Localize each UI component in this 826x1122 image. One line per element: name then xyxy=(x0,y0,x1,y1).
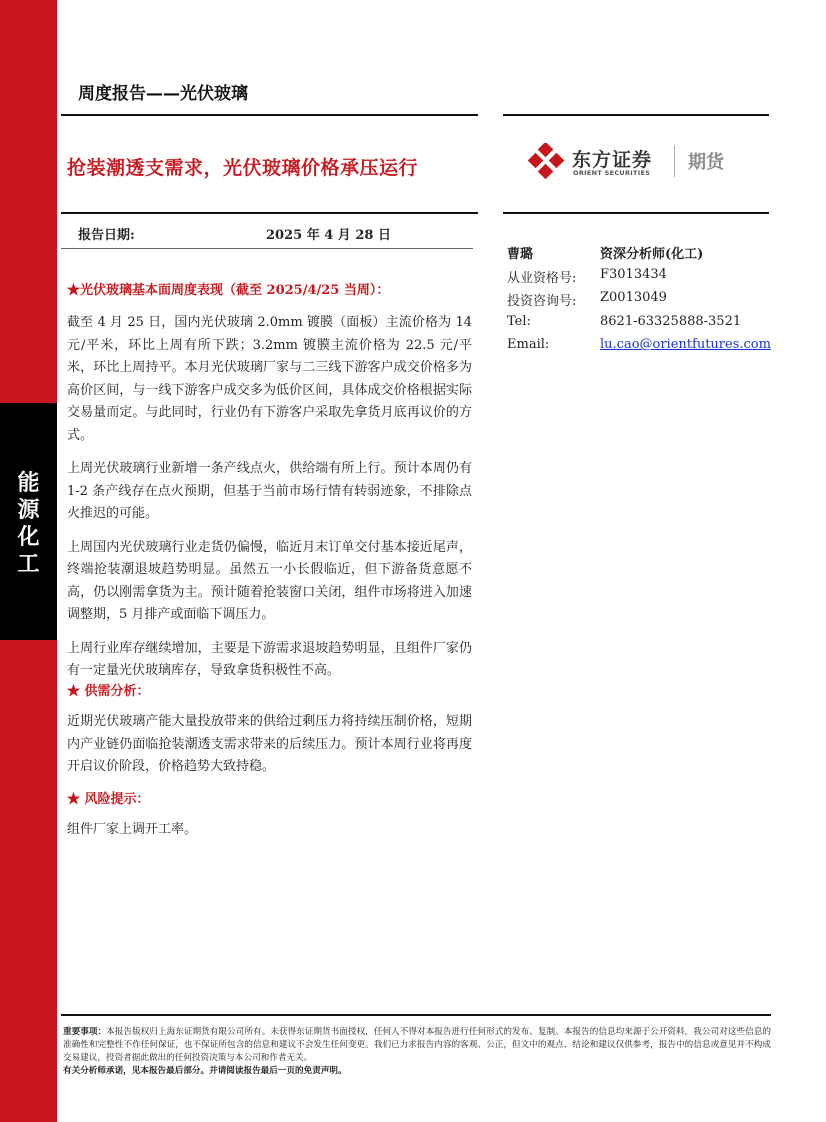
report-headline: 抢装潮透支需求，光伏玻璃价格承压运行 xyxy=(67,157,419,179)
header-rule-left xyxy=(61,114,478,116)
category-char: 工 xyxy=(17,552,40,577)
disclaimer xyxy=(63,1026,771,1078)
disclaimer-notice xyxy=(63,1026,771,1065)
logo-futures: 期货 xyxy=(688,152,724,173)
section-heading: ★ 风险提示： xyxy=(67,792,150,807)
paragraph: 近期光伏玻璃产能大量投放带来的供给过剩压力将持续压制价格，短期内产业链仍面临抢装潮透支需求带来的后续压力。预计本周行业将再度开启议价阶段，价格趋势大致持稳。 xyxy=(67,714,472,774)
date-rule-bottom xyxy=(61,248,473,249)
analyst-email-link[interactable]: lu.cao@orientfutures.com xyxy=(600,337,771,352)
doc-type-title: 周度报告——光伏玻璃 xyxy=(78,84,248,104)
category-char: 源 xyxy=(17,498,40,523)
disclaimer-label: 重要事项： xyxy=(63,1027,107,1037)
analyst-row-value: F3013434 xyxy=(600,266,667,282)
category-char: 化 xyxy=(17,525,40,550)
section-heading: ★光伏玻璃基本面周度表现（截至 2025/4/25 当周）： xyxy=(67,283,390,298)
analyst-row xyxy=(507,267,769,291)
logo-separator xyxy=(674,145,675,177)
paragraph: 上周行业库存继续增加，主要是下游需求退坡趋势明显，且组件厂家仍有一定量光伏玻璃库存，导致拿货积极性不高。 xyxy=(67,640,472,678)
section-supply-demand xyxy=(67,680,472,779)
analyst-name-row xyxy=(507,243,769,267)
report-date-value: 2025 年 4 月 28 日 xyxy=(266,228,391,243)
company-logo xyxy=(528,143,738,181)
report-date-label: 报告日期: xyxy=(78,228,135,243)
paragraph: 组件厂家上调开工率。 xyxy=(67,822,198,837)
paragraph: 上周国内光伏玻璃行业走货仍偏慢，临近月末订单交付基本接近尾声，终端抢装潮退坡趋势明显。虽然五一小长假临近，但下游备货意愿不高，仍以刚需拿货为主。预计随着抢装窗口关闭，组件市场将进入加速调整期，5 月排产或面临下调压力。 xyxy=(67,539,472,622)
footer-rule xyxy=(61,1014,771,1016)
section-weekly-performance xyxy=(67,279,472,683)
category-char: 能 xyxy=(17,471,40,496)
section-risk xyxy=(67,788,472,842)
analyst-row-value: 8621-63325888-3521 xyxy=(600,313,742,329)
paragraph: 截至 4 月 25 日，国内光伏玻璃 2.0mm 镀膜（面板）主流价格为 14 元/平米，环比上周有所下跌；3.2mm 镀膜主流价格为 22.5 元/平米，环比上周持平。本月光伏玻璃厂家与二三线下游客户成交价格多为高价区间，与一线下游客户成交多为低价区间，具体成交价格根据实际交易量而定。与此同时，行业仍有下游客户采取先拿货月底再议价的方式。 xyxy=(67,315,472,443)
disclaimer-text: 本报告版权归上海东证期货有限公司所有。未获得东证期货书面授权，任何人不得对本报告进行任何形式的发布、复制。本报告的信息均来源于公开资料，我公司对这些信息的准确性和完整性不作任何保证，也不保证所包含的信息和建议不会发生任何变更。我们已力求报告内容的客观、公正，但文中的观点、结论和建议仅供参考，报告中的信息或意见并不构成交易建议，投资者据此做出的任何投资决策与本公司和作者无关。 xyxy=(63,1027,771,1063)
analyst-info xyxy=(507,243,769,361)
analyst-row xyxy=(507,314,769,338)
analyst-row xyxy=(507,290,769,314)
analyst-row-label: 从业资格号: xyxy=(507,270,577,286)
analyst-title: 资深分析师(化工) xyxy=(600,247,704,262)
analyst-name: 曹璐 xyxy=(507,247,534,262)
section-heading: ★ 供需分析： xyxy=(67,684,150,699)
analyst-row-value: Z0013049 xyxy=(600,290,667,305)
analyst-row-label: Email: xyxy=(507,337,550,352)
date-rule-top xyxy=(61,212,478,214)
analyst-row-label: Tel: xyxy=(507,313,531,329)
logo-name-en: ORIENT SECURITIES xyxy=(573,169,651,177)
logo-mark-icon xyxy=(528,143,566,181)
header-rule-right xyxy=(503,114,769,116)
disclaimer-last-line: 有关分析师承诺，见本报告最后部分。并请阅读报告最后一页的免责声明。 xyxy=(63,1066,347,1076)
paragraph: 上周光伏玻璃行业新增一条产线点火，供给端有所上行。预计本周仍有 1-2 条产线存在点火预期，但基于当前市场行情有转弱迹象，不排除点火推迟的可能。 xyxy=(67,461,472,521)
analyst-rule-top xyxy=(503,212,769,214)
analyst-row xyxy=(507,337,769,361)
logo-name-cn: 东方证券 xyxy=(572,149,653,171)
category-label xyxy=(0,470,57,578)
analyst-row-label: 投资咨询号: xyxy=(507,294,577,309)
